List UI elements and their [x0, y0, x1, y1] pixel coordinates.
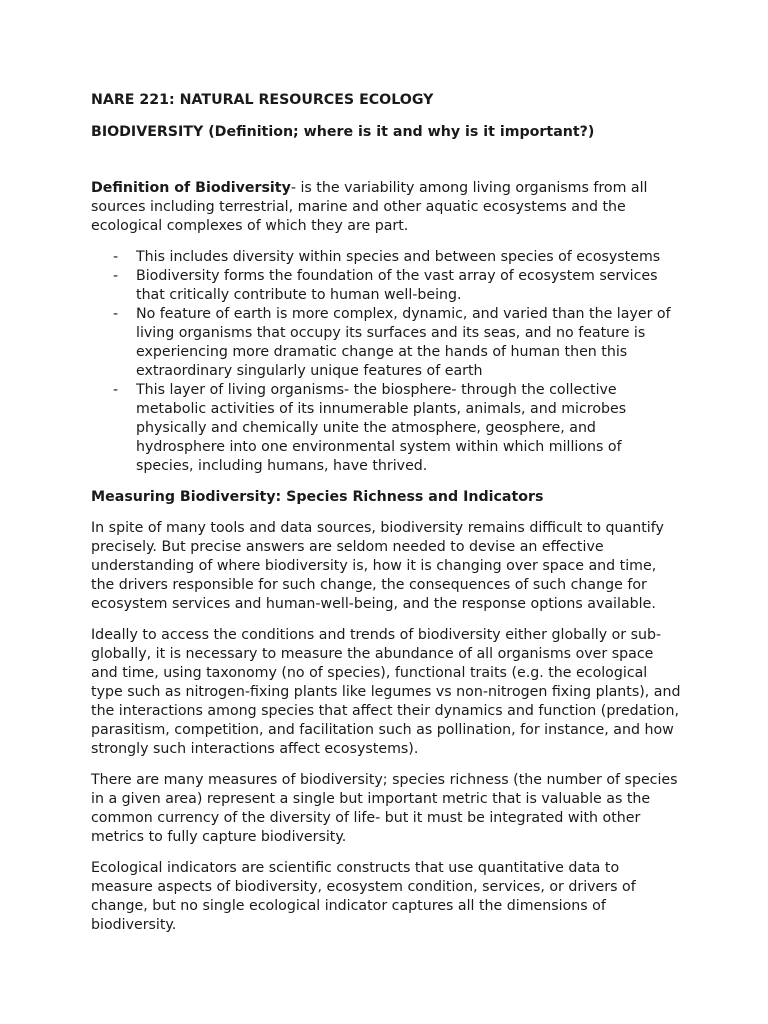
bullet-text: Biodiversity forms the foundation of the vast array of ecosystem services that critically contribute to human well-being.: [136, 268, 658, 303]
course-title: NARE 221: NATURAL RESOURCES ECOLOGY: [91, 92, 434, 108]
bullet-marker: -: [113, 249, 119, 265]
bullet-marker: -: [113, 268, 119, 284]
bullet-marker: -: [113, 306, 119, 322]
body-paragraph: Ecological indicators are scientific constructs that use quantitative data to measure aspects of biodiversity, ecosystem condition, services, or drivers of change, but no single ecological indicator captures all the dimensions of biodiversity.: [91, 860, 636, 933]
body-paragraph: There are many measures of biodiversity; species richness (the number of species in a given area) represent a single but important metric that is valuable as the common currency of the diversity of life- but it must be integrated with other metrics to fully capture biodiversity.: [91, 772, 678, 845]
section-heading: Measuring Biodiversity: Species Richness and Indicators: [91, 489, 544, 505]
definition-bullet-list: [91, 248, 683, 476]
bullet-text: This includes diversity within species and between species of ecosystems: [136, 249, 661, 265]
bullet-text: No feature of earth is more complex, dynamic, and varied than the layer of living organisms that occupy its surfaces and its seas, and no feature is experiencing more dramatic change at the hands of human then this extraordinary singularly unique features of earth: [136, 306, 671, 379]
list-item: [91, 305, 683, 381]
definition-paragraph: [91, 179, 683, 236]
document-body: [91, 91, 683, 935]
definition-term: Definition of Biodiversity: [91, 180, 291, 196]
topic-title: BIODIVERSITY (Definition; where is it and why is it important?): [91, 124, 595, 140]
body-paragraph: In spite of many tools and data sources, biodiversity remains difficult to quantify precisely. But precise answers are seldom needed to devise an effective understanding of where biodiversity is, how it is changing over space and time, the drivers responsible for such change, the consequences of such change for ecosystem services and human-well-being, and the response options available.: [91, 520, 664, 612]
list-item: [91, 248, 683, 267]
bullet-marker: -: [113, 382, 119, 398]
bullet-text: This layer of living organisms- the biosphere- through the collective metabolic activities of its innumerable plants, animals, and microbes physically and chemically unite the atmosphere, geosphere, and hydrosphere into one environmental system within which millions of species, including humans, have thrived.: [136, 382, 627, 474]
list-item: [91, 381, 683, 476]
list-item: [91, 267, 683, 305]
body-paragraph: Ideally to access the conditions and trends of biodiversity either globally or sub-globally, it is necessary to measure the abundance of all organisms over space and time, using taxonomy (no of species), functional traits (e.g. the ecological type such as nitrogen-fixing plants like legumes vs non-nitrogen fixing plants), and the interactions among species that affect their dynamics and function (predation, parasitism, competition, and facilitation such as pollination, for instance, and how strongly such interactions affect ecosystems).: [91, 627, 681, 757]
definition-text: - is the variability among living organisms from all sources including terrestrial, marine and other aquatic ecosystems and the ecological complexes of which they are part.: [91, 180, 648, 234]
